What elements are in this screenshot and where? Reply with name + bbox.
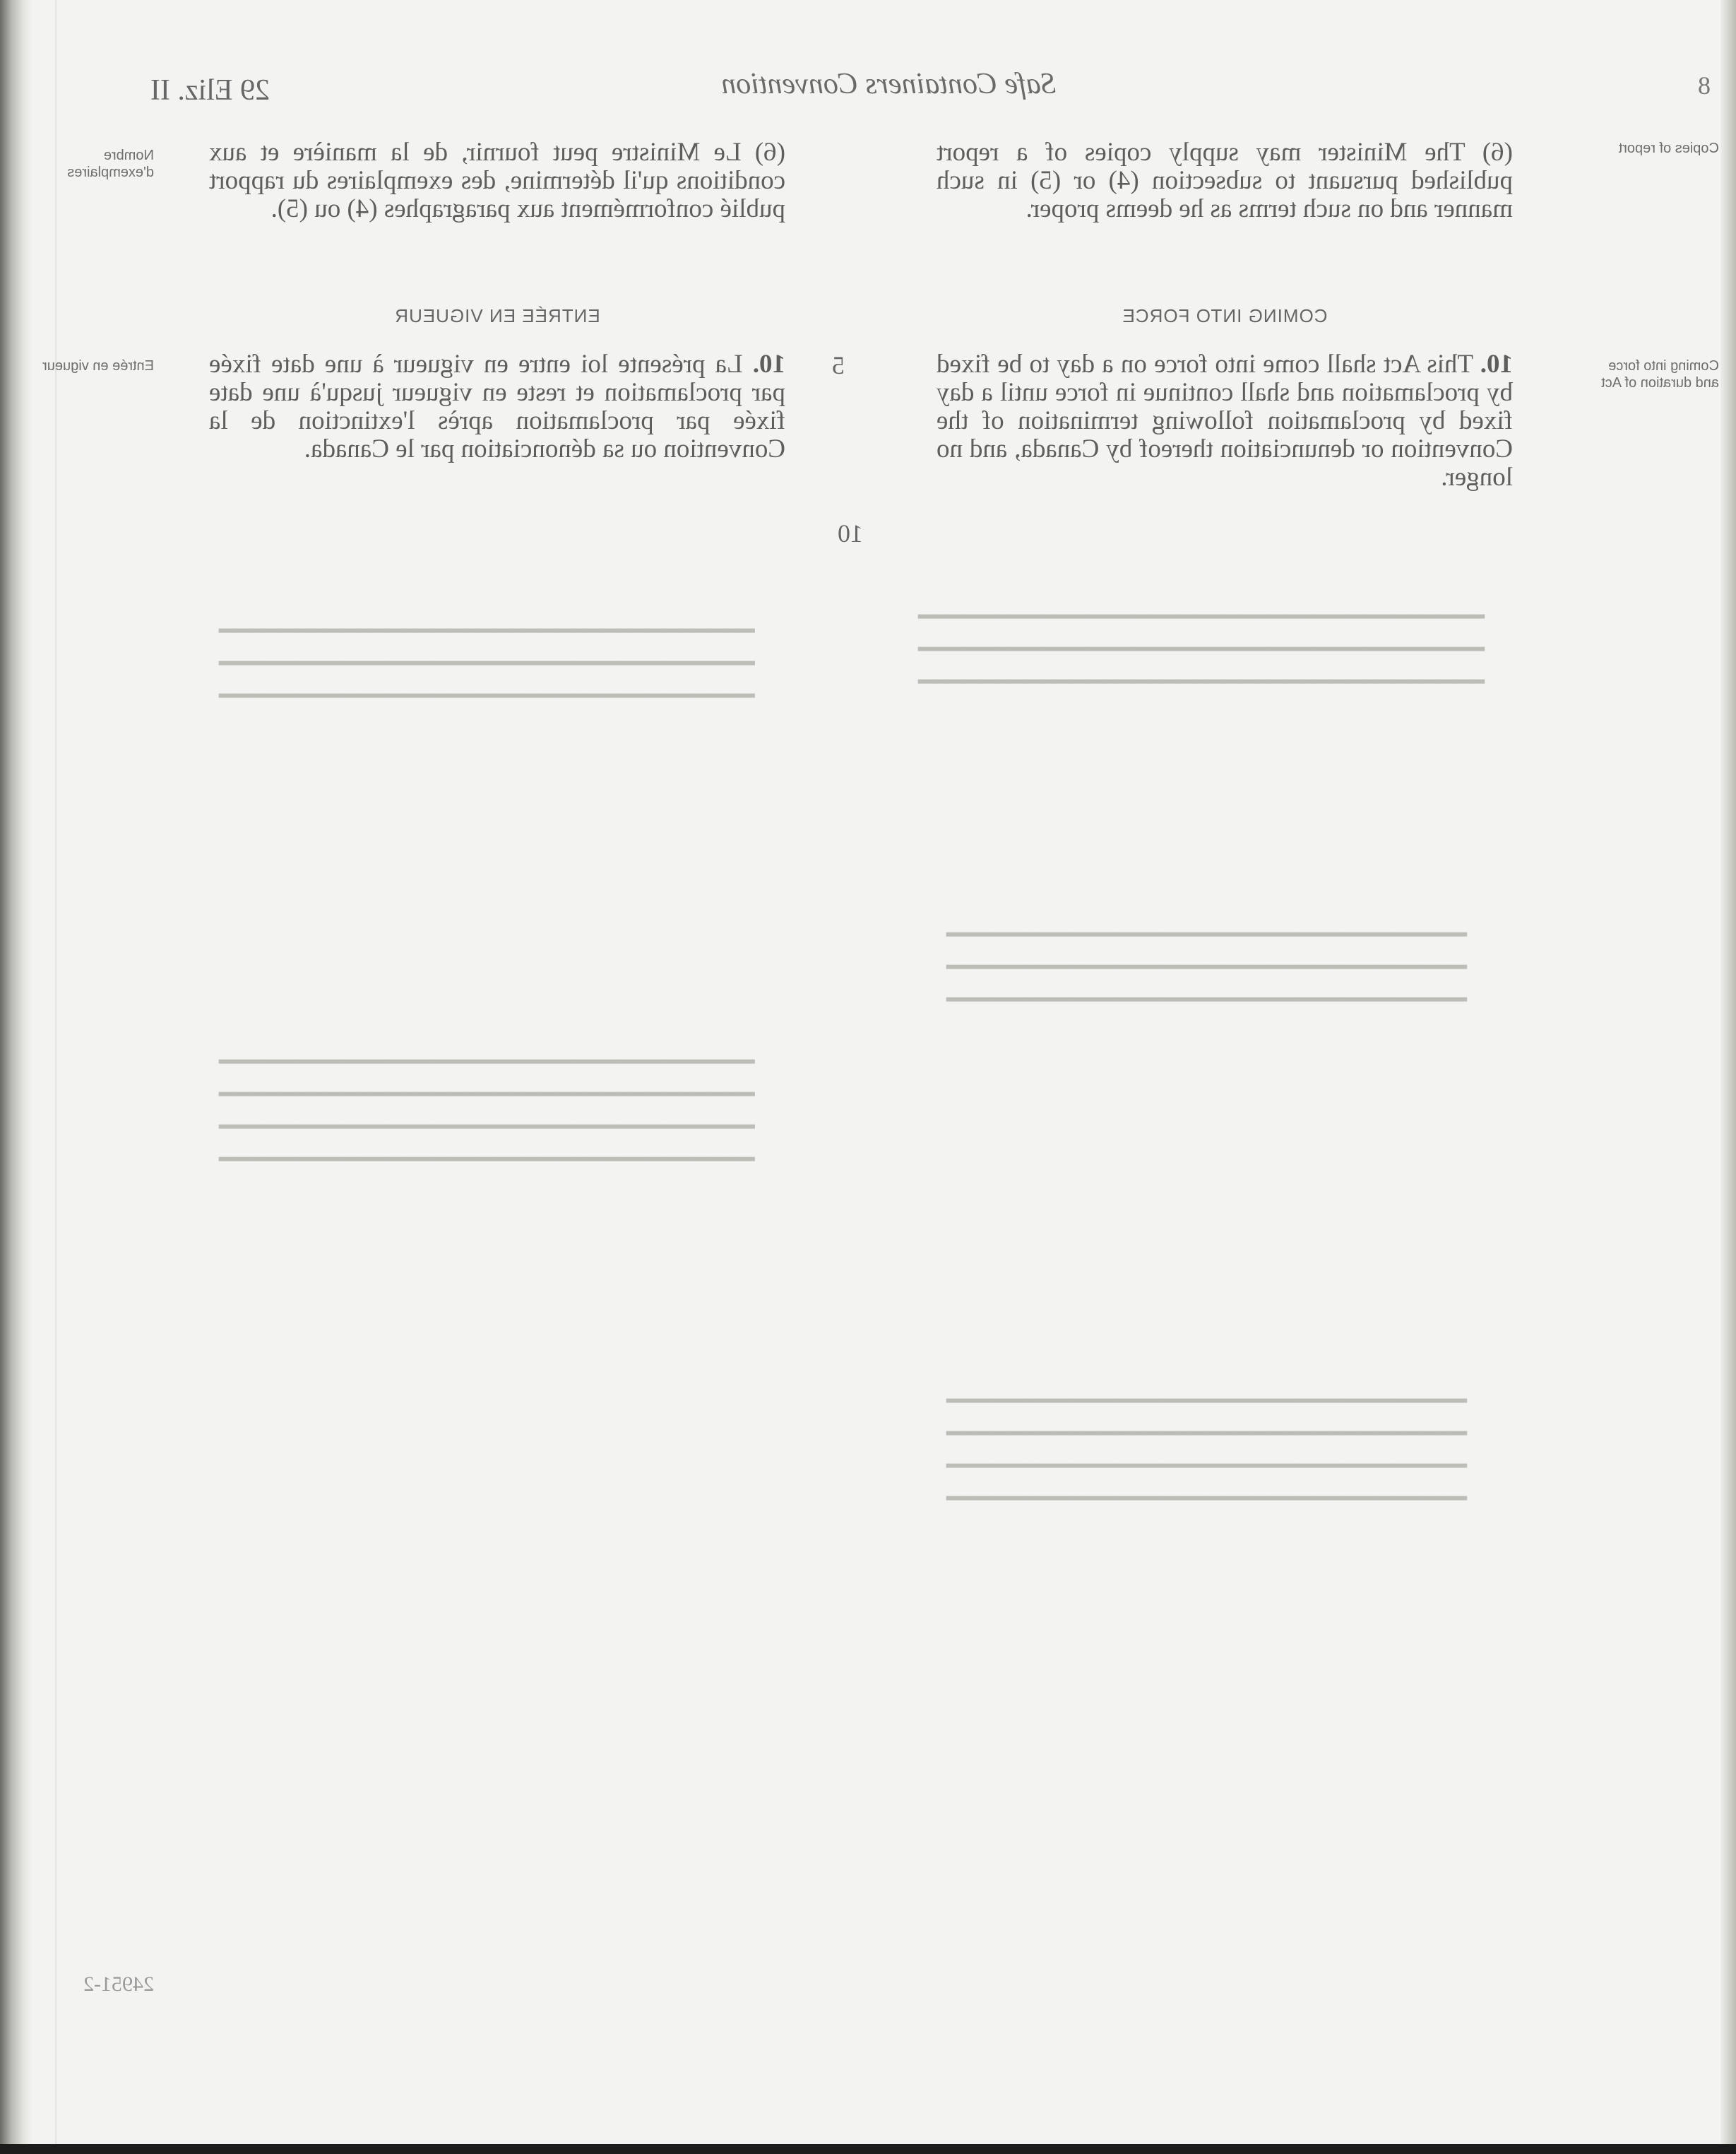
section-number: 10. [1480,350,1513,379]
section-number: 10. [752,350,785,379]
french-para-6: (6) Le Ministre peut fournir, de la manière et aux conditions qu'il détermine, des exemplaires du rapport publié conformément aux paragraphes (4) ou (5). [209,138,785,223]
marginal-note-coming-en: Coming into force and duration of Act [1601,358,1719,391]
ghost-text-block: ━━━━━━━━━━━━━━━━━━━━━━━━━━━━━━━━━━━━━ ━━━━━━━━━━━━━━━━━━━━━━━━━━━━━━━━━━━━━ ━━━━━━━━━━━━━━━━━━━━━━━━━━━━━━━━━━━━━ [918,603,1485,696]
ghost-text-block: ━━━━━━━━━━━━━━━━━━━━━━━━━━━━━━━━━━ ━━━━━━━━━━━━━━━━━━━━━━━━━━━━━━━━━━ ━━━━━━━━━━━━━━━━━━━━━━━━━━━━━━━━━━ ━━━━━━━━━━━━━━━━━━━━━━━━━━━━━━━━━━ [946,1387,1467,1513]
english-para-6: (6) The Minister may supply copies of a report published pursuant to subsection (4) or (5) in such manner and on such terms as he deems proper. [937,138,1513,223]
french-section-10 [209,350,785,463]
marginal-note-coming-fr: Entrée en vigueur [42,358,154,374]
ghost-text-block: ━━━━━━━━━━━━━━━━━━━━━━━━━━━━━━━━━━━ ━━━━━━━━━━━━━━━━━━━━━━━━━━━━━━━━━━━ ━━━━━━━━━━━━━━━━━━━━━━━━━━━━━━━━━━━ [219,617,755,710]
ghost-text-block: ━━━━━━━━━━━━━━━━━━━━━━━━━━━━━━━━━━━ ━━━━━━━━━━━━━━━━━━━━━━━━━━━━━━━━━━━ ━━━━━━━━━━━━━━━━━━━━━━━━━━━━━━━━━━━ ━━━━━━━━━━━━━━━━━━━━━━━━━━━━━━━━━━━ [219,1048,755,1173]
page-number: 8 [1698,71,1711,100]
heading-coming-into-force: COMING INTO FORCE [1122,305,1328,326]
ghost-text-block: ━━━━━━━━━━━━━━━━━━━━━━━━━━━━━━━━━━ ━━━━━━━━━━━━━━━━━━━━━━━━━━━━━━━━━━ ━━━━━━━━━━━━━━━━━━━━━━━━━━━━━━━━━━ [946,921,1467,1014]
section-text: This Act shall come into force on a day to be fixed by proclamation and shall continue in force until a day fixed by proclamation following termination of the Convention or denunciation thereof by Canada, and no longer. [937,350,1513,492]
line-number: 10 [838,519,863,548]
marginal-note-copies-fr: Nombre d'exemplaires [67,148,154,180]
heading-entree-en-vigueur: ENTRÉE EN VIGUEUR [394,305,600,326]
page-title: Safe Containers Convention [721,68,1056,100]
section-text: La présente loi entre en vigueur à une date fixée par proclamation et reste en vigueur jusqu'à une date fixée par proclamation après l'extinction de la Convention ou sa dénonciation par le Canada. [209,350,785,463]
regnal-year: 29 Eliz. II [150,74,270,107]
english-section-10 [937,350,1513,492]
line-number: 5 [832,351,845,379]
marginal-note-copies-en: Copies of report [1618,141,1719,156]
printer-code: 24951-2 [83,1972,154,1996]
